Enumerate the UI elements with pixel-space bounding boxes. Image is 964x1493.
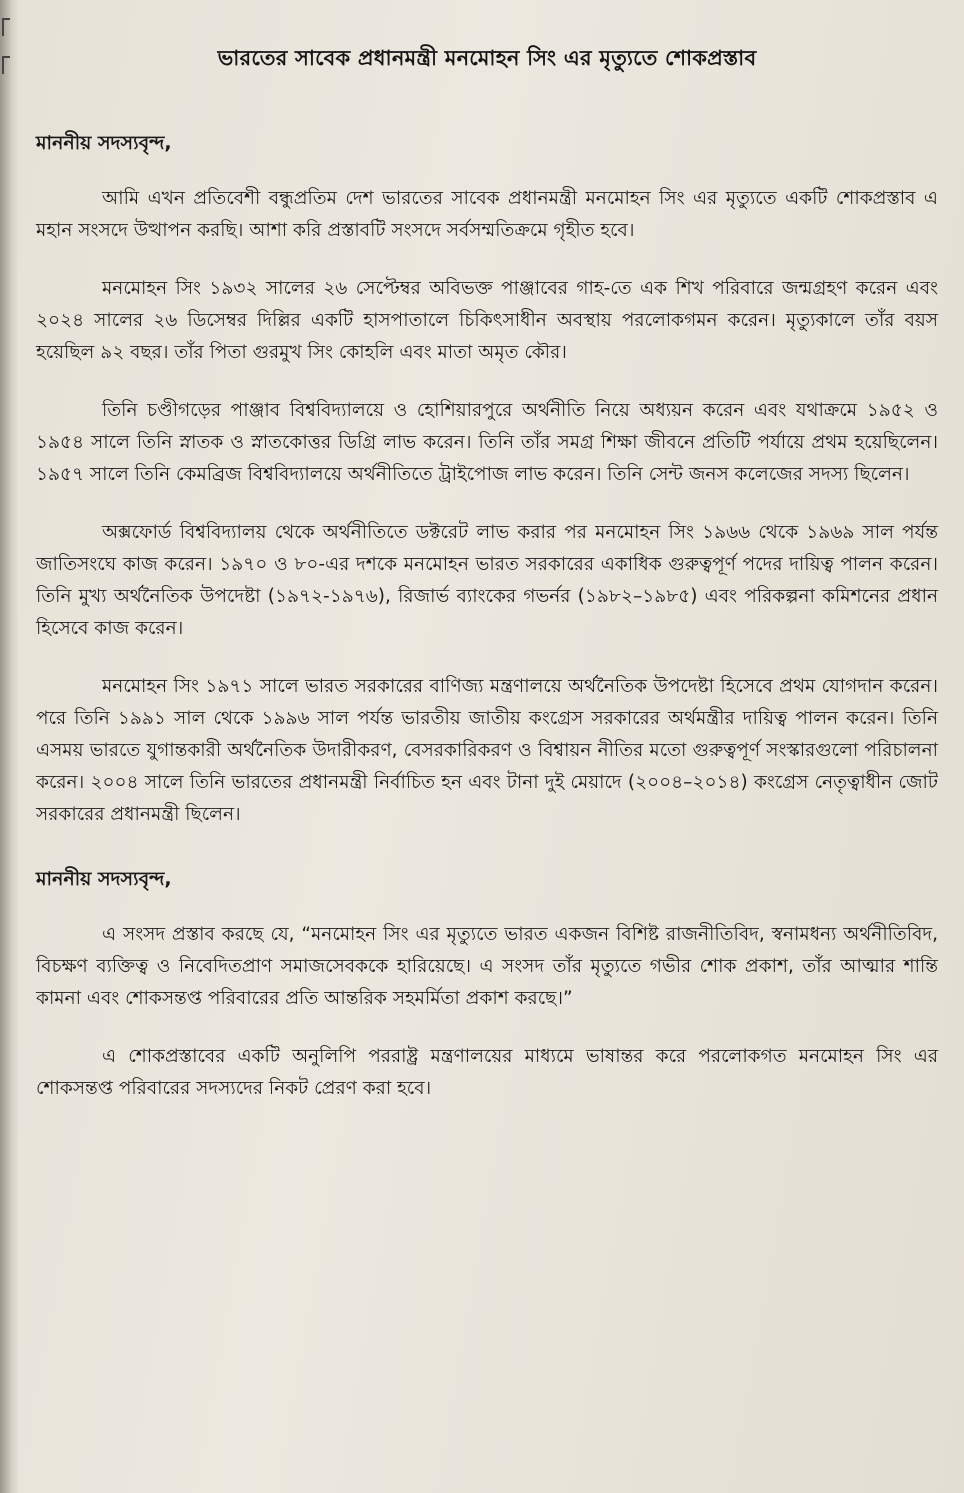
paragraph: এ শোকপ্রস্তাবের একটি অনুলিপি পররাষ্ট্র মন্ত্রণালয়ের মাধ্যমে ভাষান্তর করে পরলোকগত মনমোহন সিং এর শোকসন্তপ্ত পরিবারের সদস্যদের নিকট প্রেরণ করা হবে। [36,1046,938,1099]
paragraph: আমি এখন প্রতিবেশী বন্ধুপ্রতিম দেশ ভারতের সাবেক প্রধানমন্ত্রী মনমোহন সিং এর মৃত্যুতে একটি শোকপ্রস্তাব এ মহান সংসদে উত্থাপন করছি। আশা করি প্রস্তাবটি সংসদে সর্বসম্মতিক্রমে গৃহীত হবে। [36,188,938,241]
document-title: ভারতের সাবেক প্রধানমন্ত্রী মনমোহন সিং এর মৃত্যুতে শোকপ্রস্তাব [217,46,757,70]
paragraph: অক্সফোর্ড বিশ্ববিদ্যালয় থেকে অর্থনীতিতে ডক্টরেট লাভ করার পর মনমোহন সিং ১৯৬৬ থেকে ১৯৬৯ সাল পর্যন্ত জাতিসংঘে কাজ করেন। ১৯৭০ ও ৮০-এর দশকে মনমোহন ভারত সরকারের একাধিক গুরুত্বপূর্ণ পদের দায়িত্ব পালন করেন। তিনি মুখ্য অর্থনৈতিক উপদেষ্টা (১৯৭২-১৯৭৬), রিজার্ভ ব্যাংকের গভর্নর (১৯৮২–১৯৮৫) এবং পরিকল্পনা কমিশনের প্রধান হিসেবে কাজ করেন। [36,522,938,639]
edge-mark [2,18,10,36]
paragraph: মনমোহন সিং ১৯৩২ সালের ২৬ সেপ্টেম্বর অবিভক্ত পাঞ্জাবের গাহ-তে এক শিখ পরিবারে জন্মগ্রহণ করেন এবং ২০২৪ সালের ২৬ ডিসেম্বর দিল্লির একটি হাসপাতালে চিকিৎসাধীন অবস্থায় পরলোকগমন করেন। মৃত্যুকালে তাঁর বয়স হয়েছিল ৯২ বছর। তাঁর পিতা গুরমুখ সিং কোহলি এবং মাতা অমৃত কৌর। [36,278,938,363]
paragraph: এ সংসদ প্রস্তাব করছে যে, “মনমোহন সিং এর মৃত্যুতে ভারত একজন বিশিষ্ট রাজনীতিবিদ, স্বনামধন্য অর্থনীতিবিদ, বিচক্ষণ ব্যক্তিত্ব ও নিবেদিতপ্রাণ সমাজসেবককে হারিয়েছে। এ সংসদ তাঁর মৃত্যুতে গভীর শোক প্রকাশ, তাঁর আত্মার শান্তি কামনা এবং শোকসন্তপ্ত পরিবারের প্রতি আন্তরিক সহমর্মিতা প্রকাশ করছে।” [36,924,938,1009]
document-page [18,0,964,1493]
paragraph: মনমোহন সিং ১৯৭১ সালে ভারত সরকারের বাণিজ্য মন্ত্রণালয়ে অর্থনৈতিক উপদেষ্টা হিসেবে প্রথম যোগদান করেন। পরে তিনি ১৯৯১ সাল থেকে ১৯৯৬ সাল পর্যন্ত ভারতীয় জাতীয় কংগ্রেস সরকারের অর্থমন্ত্রীর দায়িত্ব পালন করেন। তিনি এসময় ভারতে যুগান্তকারী অর্থনৈতিক উদারীকরণ, বেসরকারিকরণ ও বিশ্বায়ন নীতির মতো গুরুত্বপূর্ণ সংস্কারগুলো পরিচালনা করেন। ২০০৪ সালে তিনি ভারতের প্রধানমন্ত্রী নির্বাচিত হন এবং টানা দুই মেয়াদে (২০০৪–২০১৪) কংগ্রেস নেতৃত্বাধীন জোট সরকারের প্রধানমন্ত্রী ছিলেন। [36,676,938,825]
salutation: মাননীয় সদস্যবৃন্দ, [36,132,172,154]
previous-page-edge [0,0,18,1493]
salutation: মাননীয় সদস্যবৃন্দ, [36,868,172,890]
edge-mark [2,56,10,74]
paragraph: তিনি চণ্ডীগড়ের পাঞ্জাব বিশ্ববিদ্যালয়ে ও হোশিয়ারপুরে অর্থনীতি নিয়ে অধ্যয়ন করেন এবং যথাক্রমে ১৯৫২ ও ১৯৫৪ সালে তিনি স্নাতক ও স্নাতকোত্তর ডিগ্রি লাভ করেন। তিনি তাঁর সমগ্র শিক্ষা জীবনে প্রতিটি পর্যায়ে প্রথম হয়েছিলেন। ১৯৫৭ সালে তিনি কেমব্রিজ বিশ্ববিদ্যালয়ে অর্থনীতিতে ট্রাইপোজ লাভ করেন। তিনি সেন্ট জনস কলেজের সদস্য ছিলেন। [36,400,938,485]
